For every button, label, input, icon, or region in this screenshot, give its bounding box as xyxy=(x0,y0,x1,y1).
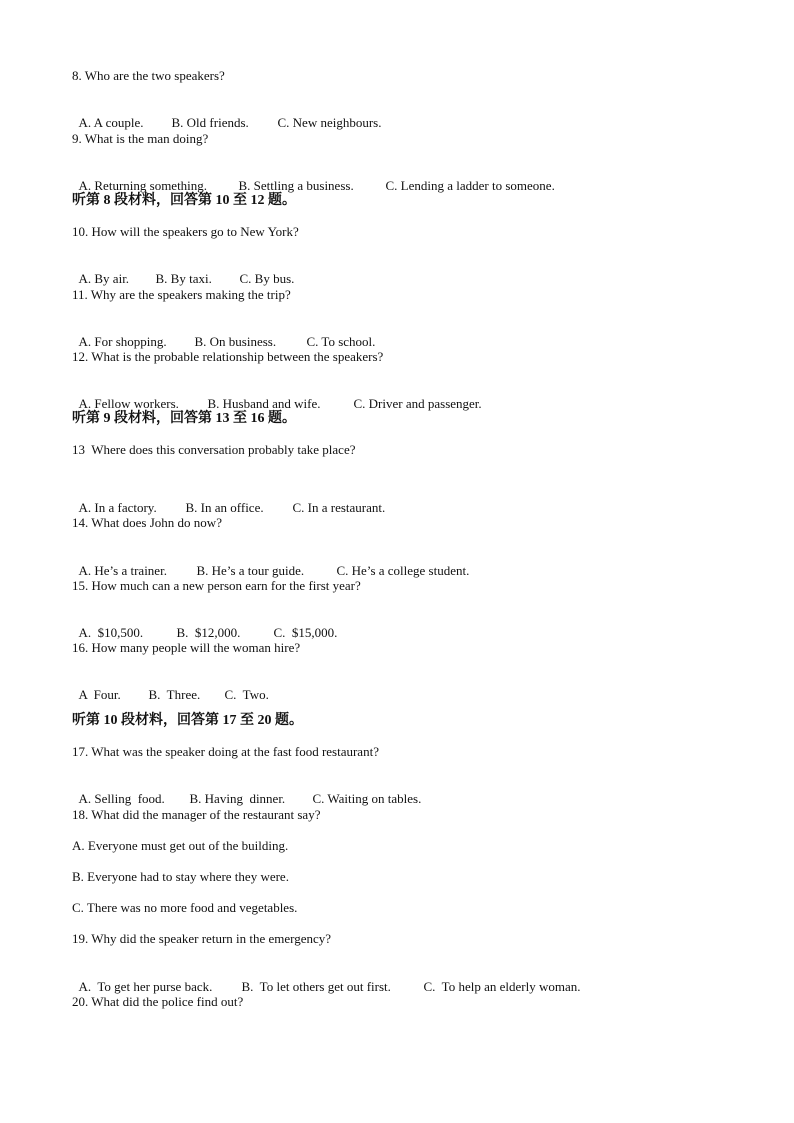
question-8: 8. Who are the two speakers? xyxy=(72,68,225,83)
question-15-options xyxy=(72,609,337,641)
option-a: A Four. xyxy=(78,687,121,702)
question-14: 14. What does John do now? xyxy=(72,515,222,530)
question-18-option-b: B. Everyone had to stay where they were. xyxy=(72,869,289,884)
option-a: A. By air. xyxy=(78,271,130,286)
question-20: 20. What did the police find out? xyxy=(72,994,244,1009)
option-c: C. Two. xyxy=(224,687,269,702)
option-a: A. He’s a trainer. xyxy=(78,563,167,578)
option-c: C. New neighbours. xyxy=(277,115,382,130)
section-heading-9: 听第 9 段材料，回答第 13 至 16 题。 xyxy=(72,411,296,426)
question-14-options xyxy=(72,547,469,579)
question-18: 18. What did the manager of the restaurant say? xyxy=(72,807,321,822)
option-b: B. In an office. xyxy=(185,500,264,515)
question-8-options xyxy=(72,99,382,131)
question-19-options xyxy=(72,963,580,995)
option-c: C. $15,000. xyxy=(273,625,338,640)
option-b: B. Husband and wife. xyxy=(207,396,321,411)
option-c: C. Driver and passenger. xyxy=(353,396,482,411)
option-c: C. Waiting on tables. xyxy=(312,791,422,806)
option-b: B. By taxi. xyxy=(155,271,212,286)
question-13-options xyxy=(72,484,385,516)
option-c: C. To school. xyxy=(306,334,376,349)
question-11-options xyxy=(72,318,375,350)
option-c: C. He’s a college student. xyxy=(336,563,470,578)
question-17-options xyxy=(72,775,421,807)
option-c: C. To help an elderly woman. xyxy=(423,979,581,994)
question-11: 11. Why are the speakers making the trip? xyxy=(72,287,291,302)
option-a: A. For shopping. xyxy=(78,334,167,349)
option-a: A. $10,500. xyxy=(78,625,144,640)
question-17: 17. What was the speaker doing at the fast food restaurant? xyxy=(72,744,379,759)
option-a: A. To get her purse back. xyxy=(78,979,213,994)
option-a: A. Fellow workers. xyxy=(78,396,179,411)
option-c: C. In a restaurant. xyxy=(292,500,386,515)
question-13: 13 Where does this conversation probably take place? xyxy=(72,442,356,457)
question-18-option-c: C. There was no more food and vegetables. xyxy=(72,900,298,915)
question-12: 12. What is the probable relationship between the speakers? xyxy=(72,349,384,364)
option-b: B. Three. xyxy=(148,687,201,702)
question-16: 16. How many people will the woman hire? xyxy=(72,640,301,655)
option-b: B. Having dinner. xyxy=(189,791,286,806)
section-heading-8: 听第 8 段材料，回答第 10 至 12 题。 xyxy=(72,193,296,208)
question-16-options xyxy=(72,671,269,703)
option-b: B. Old friends. xyxy=(171,115,249,130)
section-heading-10: 听第 10 段材料，回答第 17 至 20 题。 xyxy=(72,713,303,728)
question-9-options xyxy=(72,162,555,194)
option-b: B. On business. xyxy=(194,334,277,349)
question-18-option-a: A. Everyone must get out of the building. xyxy=(72,838,289,853)
question-12-options xyxy=(72,380,482,412)
question-9: 9. What is the man doing? xyxy=(72,131,209,146)
question-19: 19. Why did the speaker return in the emergency? xyxy=(72,931,332,946)
option-b: B. $12,000. xyxy=(176,625,241,640)
question-10-options xyxy=(72,255,294,287)
question-10: 10. How will the speakers go to New York? xyxy=(72,224,299,239)
option-b: B. To let others get out first. xyxy=(241,979,391,994)
question-15: 15. How much can a new person earn for the first year? xyxy=(72,578,361,593)
option-c: C. Lending a ladder to someone. xyxy=(385,178,555,193)
option-a: A. Selling food. xyxy=(78,791,165,806)
option-b: B. He’s a tour guide. xyxy=(196,563,305,578)
option-a: A. In a factory. xyxy=(78,500,157,515)
option-b: B. Settling a business. xyxy=(238,178,354,193)
option-a: A. Returning something. xyxy=(78,178,208,193)
option-a: A. A couple. xyxy=(78,115,144,130)
option-c: C. By bus. xyxy=(239,271,295,286)
